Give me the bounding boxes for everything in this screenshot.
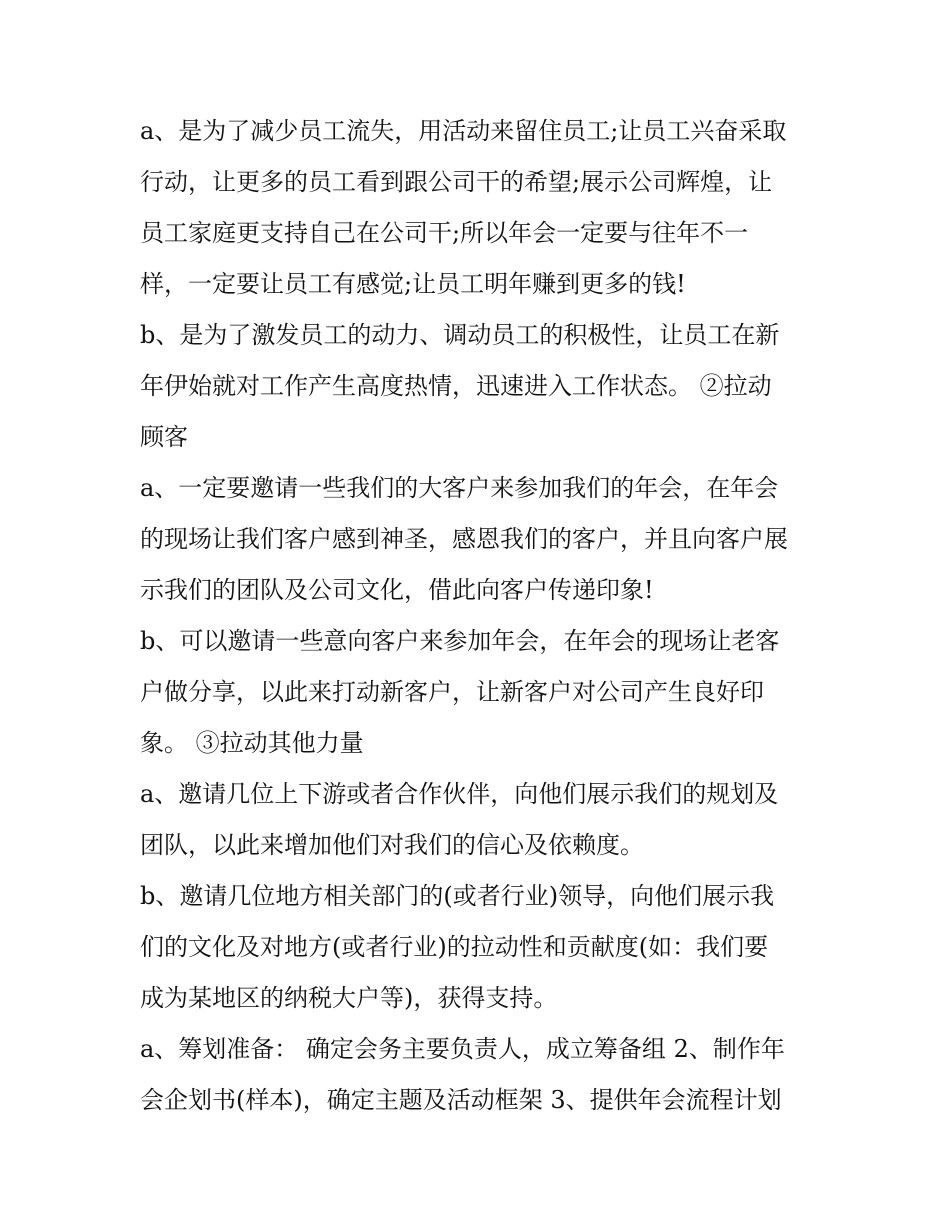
text-line: a、是为了减少员工流失，用活动来留住员工;让员工兴奋采取 — [140, 117, 787, 145]
text-line: 成为某地区的纳税大户等)，获得支持。 — [140, 984, 558, 1012]
text-line: 样，一定要让员工有感觉;让员工明年赚到更多的钱! — [140, 270, 686, 298]
text-line: 象。 ③拉动其他力量 — [140, 729, 364, 757]
text-line: a、一定要邀请一些我们的大客户来参加我们的年会，在年会 — [140, 474, 779, 502]
text-line: b、邀请几位地方相关部门的(或者行业)领导，向他们展示我 — [140, 882, 775, 910]
text-line: 员工家庭更支持自己在公司干;所以年会一定要与往年不一 — [140, 219, 749, 247]
text-line: 示我们的团队及公司文化，借此向客户传递印象! — [140, 576, 654, 604]
text-line: a、邀请几位上下游或者合作伙伴，向他们展示我们的规划及 — [140, 780, 779, 808]
document-body — [140, 106, 820, 1126]
text-line: b、是为了激发员工的动力、调动员工的积极性，让员工在新 — [140, 321, 780, 349]
text-line: 年伊始就对工作产生高度热情，迅速进入工作状态。 ②拉动 — [140, 372, 772, 400]
text-line: a、筹划准备： 确定会务主要负责人，成立筹备组 2、制作年 — [140, 1035, 785, 1063]
text-line: 户做分享，以此来打动新客户，让新客户对公司产生良好印 — [140, 678, 764, 706]
text-line: b、可以邀请一些意向客户来参加年会，在年会的现场让老客 — [140, 627, 780, 655]
text-line: 团队，以此来增加他们对我们的信心及依赖度。 — [140, 831, 644, 859]
text-line: 顾客 — [140, 423, 188, 451]
text-line: 们的文化及对地方(或者行业)的拉动性和贡献度(如：我们要 — [140, 933, 769, 961]
text-line: 行动，让更多的员工看到跟公司干的希望;展示公司辉煌，让 — [140, 168, 773, 196]
text-line: 会企划书(样本)，确定主题及活动框架 3、提供年会流程计划 — [140, 1086, 782, 1114]
text-line: 的现场让我们客户感到神圣，感恩我们的客户，并且向客户展 — [140, 525, 788, 553]
